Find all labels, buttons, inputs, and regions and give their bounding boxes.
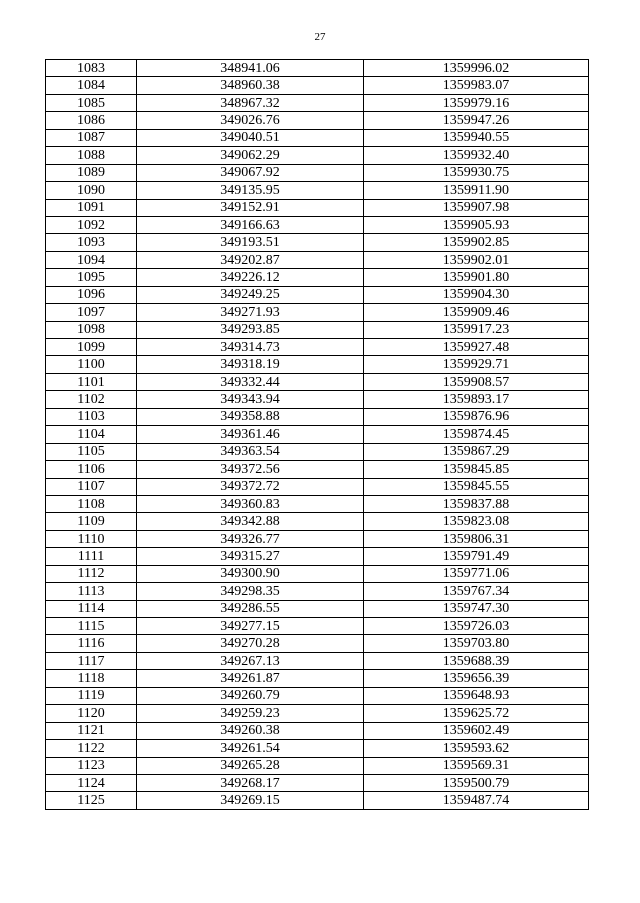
point-number-cell: 1106 xyxy=(46,461,137,478)
point-number-cell: 1098 xyxy=(46,321,137,338)
point-number-cell: 1111 xyxy=(46,548,137,565)
table-row xyxy=(46,251,589,268)
y-coordinate-cell: 1359929.71 xyxy=(364,356,589,373)
table-row xyxy=(46,373,589,390)
x-coordinate-cell: 349343.94 xyxy=(137,391,364,408)
y-coordinate-cell: 1359932.40 xyxy=(364,147,589,164)
table-row xyxy=(46,478,589,495)
point-number-cell: 1103 xyxy=(46,408,137,425)
table-row xyxy=(46,443,589,460)
x-coordinate-cell: 349135.95 xyxy=(137,182,364,199)
table-row xyxy=(46,234,589,251)
x-coordinate-cell: 349261.54 xyxy=(137,740,364,757)
point-number-cell: 1117 xyxy=(46,652,137,669)
x-coordinate-cell: 349040.51 xyxy=(137,129,364,146)
x-coordinate-cell: 349268.17 xyxy=(137,774,364,791)
point-number-cell: 1097 xyxy=(46,304,137,321)
point-number-cell: 1099 xyxy=(46,339,137,356)
table-row xyxy=(46,600,589,617)
y-coordinate-cell: 1359979.16 xyxy=(364,94,589,111)
x-coordinate-cell: 349314.73 xyxy=(137,339,364,356)
table-row xyxy=(46,339,589,356)
point-number-cell: 1096 xyxy=(46,286,137,303)
point-number-cell: 1113 xyxy=(46,583,137,600)
y-coordinate-cell: 1359940.55 xyxy=(364,129,589,146)
table-row xyxy=(46,94,589,111)
point-number-cell: 1122 xyxy=(46,740,137,757)
table-row xyxy=(46,182,589,199)
point-number-cell: 1085 xyxy=(46,94,137,111)
y-coordinate-cell: 1359767.34 xyxy=(364,583,589,600)
table-row xyxy=(46,670,589,687)
x-coordinate-cell: 349062.29 xyxy=(137,147,364,164)
y-coordinate-cell: 1359909.46 xyxy=(364,304,589,321)
x-coordinate-cell: 349293.85 xyxy=(137,321,364,338)
point-number-cell: 1088 xyxy=(46,147,137,164)
x-coordinate-cell: 349026.76 xyxy=(137,112,364,129)
page-number: 27 xyxy=(314,31,326,43)
y-coordinate-cell: 1359902.01 xyxy=(364,251,589,268)
y-coordinate-cell: 1359625.72 xyxy=(364,705,589,722)
x-coordinate-cell: 349277.15 xyxy=(137,618,364,635)
table-row xyxy=(46,461,589,478)
y-coordinate-cell: 1359747.30 xyxy=(364,600,589,617)
table-row xyxy=(46,792,589,809)
x-coordinate-cell: 349332.44 xyxy=(137,373,364,390)
x-coordinate-cell: 349265.28 xyxy=(137,757,364,774)
point-number-cell: 1124 xyxy=(46,774,137,791)
x-coordinate-cell: 349270.28 xyxy=(137,635,364,652)
y-coordinate-cell: 1359845.85 xyxy=(364,461,589,478)
y-coordinate-cell: 1359901.80 xyxy=(364,269,589,286)
point-number-cell: 1119 xyxy=(46,687,137,704)
point-number-cell: 1125 xyxy=(46,792,137,809)
x-coordinate-cell: 349202.87 xyxy=(137,251,364,268)
table-row xyxy=(46,618,589,635)
x-coordinate-cell: 349067.92 xyxy=(137,164,364,181)
x-coordinate-cell: 349166.63 xyxy=(137,216,364,233)
y-coordinate-cell: 1359874.45 xyxy=(364,426,589,443)
y-coordinate-cell: 1359806.31 xyxy=(364,530,589,547)
x-coordinate-cell: 348960.38 xyxy=(137,77,364,94)
y-coordinate-cell: 1359904.30 xyxy=(364,286,589,303)
point-number-cell: 1093 xyxy=(46,234,137,251)
x-coordinate-cell: 349342.88 xyxy=(137,513,364,530)
table-row xyxy=(46,635,589,652)
table-row xyxy=(46,129,589,146)
table-row xyxy=(46,321,589,338)
x-coordinate-cell: 349269.15 xyxy=(137,792,364,809)
x-coordinate-cell: 349286.55 xyxy=(137,600,364,617)
table-row xyxy=(46,269,589,286)
y-coordinate-cell: 1359648.93 xyxy=(364,687,589,704)
x-coordinate-cell: 348967.32 xyxy=(137,94,364,111)
y-coordinate-cell: 1359983.07 xyxy=(364,77,589,94)
y-coordinate-cell: 1359837.88 xyxy=(364,495,589,512)
y-coordinate-cell: 1359911.90 xyxy=(364,182,589,199)
point-number-cell: 1108 xyxy=(46,495,137,512)
table-row xyxy=(46,565,589,582)
x-coordinate-cell: 349260.79 xyxy=(137,687,364,704)
y-coordinate-cell: 1359569.31 xyxy=(364,757,589,774)
x-coordinate-cell: 349260.38 xyxy=(137,722,364,739)
y-coordinate-cell: 1359771.06 xyxy=(364,565,589,582)
table-row xyxy=(46,705,589,722)
point-number-cell: 1115 xyxy=(46,618,137,635)
point-number-cell: 1116 xyxy=(46,635,137,652)
x-coordinate-cell: 349360.83 xyxy=(137,495,364,512)
point-number-cell: 1083 xyxy=(46,60,137,77)
x-coordinate-cell: 349358.88 xyxy=(137,408,364,425)
table-row xyxy=(46,774,589,791)
coordinates-table xyxy=(45,59,589,810)
x-coordinate-cell: 349271.93 xyxy=(137,304,364,321)
point-number-cell: 1110 xyxy=(46,530,137,547)
coordinates-table-body xyxy=(46,60,589,810)
point-number-cell: 1107 xyxy=(46,478,137,495)
point-number-cell: 1086 xyxy=(46,112,137,129)
y-coordinate-cell: 1359893.17 xyxy=(364,391,589,408)
x-coordinate-cell: 349267.13 xyxy=(137,652,364,669)
y-coordinate-cell: 1359867.29 xyxy=(364,443,589,460)
y-coordinate-cell: 1359947.26 xyxy=(364,112,589,129)
table-row xyxy=(46,583,589,600)
point-number-cell: 1090 xyxy=(46,182,137,199)
table-row xyxy=(46,495,589,512)
x-coordinate-cell: 349298.35 xyxy=(137,583,364,600)
table-row xyxy=(46,304,589,321)
x-coordinate-cell: 349259.23 xyxy=(137,705,364,722)
table-row xyxy=(46,286,589,303)
point-number-cell: 1092 xyxy=(46,216,137,233)
y-coordinate-cell: 1359930.75 xyxy=(364,164,589,181)
y-coordinate-cell: 1359823.08 xyxy=(364,513,589,530)
x-coordinate-cell: 349249.25 xyxy=(137,286,364,303)
y-coordinate-cell: 1359656.39 xyxy=(364,670,589,687)
table-row xyxy=(46,391,589,408)
table-row xyxy=(46,548,589,565)
point-number-cell: 1095 xyxy=(46,269,137,286)
y-coordinate-cell: 1359500.79 xyxy=(364,774,589,791)
point-number-cell: 1112 xyxy=(46,565,137,582)
point-number-cell: 1123 xyxy=(46,757,137,774)
point-number-cell: 1118 xyxy=(46,670,137,687)
point-number-cell: 1121 xyxy=(46,722,137,739)
point-number-cell: 1101 xyxy=(46,373,137,390)
y-coordinate-cell: 1359908.57 xyxy=(364,373,589,390)
table-row xyxy=(46,757,589,774)
table-row xyxy=(46,199,589,216)
table-row xyxy=(46,652,589,669)
x-coordinate-cell: 349363.54 xyxy=(137,443,364,460)
table-row xyxy=(46,77,589,94)
point-number-cell: 1084 xyxy=(46,77,137,94)
y-coordinate-cell: 1359927.48 xyxy=(364,339,589,356)
table-row xyxy=(46,740,589,757)
point-number-cell: 1120 xyxy=(46,705,137,722)
point-number-cell: 1104 xyxy=(46,426,137,443)
point-number-cell: 1105 xyxy=(46,443,137,460)
x-coordinate-cell: 349193.51 xyxy=(137,234,364,251)
x-coordinate-cell: 349152.91 xyxy=(137,199,364,216)
y-coordinate-cell: 1359726.03 xyxy=(364,618,589,635)
y-coordinate-cell: 1359703.80 xyxy=(364,635,589,652)
y-coordinate-cell: 1359917.23 xyxy=(364,321,589,338)
y-coordinate-cell: 1359902.85 xyxy=(364,234,589,251)
table-row xyxy=(46,112,589,129)
x-coordinate-cell: 349226.12 xyxy=(137,269,364,286)
table-row xyxy=(46,356,589,373)
x-coordinate-cell: 349261.87 xyxy=(137,670,364,687)
point-number-cell: 1094 xyxy=(46,251,137,268)
table-row xyxy=(46,147,589,164)
x-coordinate-cell: 349318.19 xyxy=(137,356,364,373)
y-coordinate-cell: 1359593.62 xyxy=(364,740,589,757)
x-coordinate-cell: 349300.90 xyxy=(137,565,364,582)
y-coordinate-cell: 1359996.02 xyxy=(364,60,589,77)
x-coordinate-cell: 348941.06 xyxy=(137,60,364,77)
x-coordinate-cell: 349315.27 xyxy=(137,548,364,565)
table-row xyxy=(46,164,589,181)
point-number-cell: 1100 xyxy=(46,356,137,373)
point-number-cell: 1109 xyxy=(46,513,137,530)
table-row xyxy=(46,530,589,547)
table-row xyxy=(46,408,589,425)
table-row xyxy=(46,687,589,704)
y-coordinate-cell: 1359876.96 xyxy=(364,408,589,425)
table-row xyxy=(46,60,589,77)
x-coordinate-cell: 349372.56 xyxy=(137,461,364,478)
y-coordinate-cell: 1359845.55 xyxy=(364,478,589,495)
y-coordinate-cell: 1359602.49 xyxy=(364,722,589,739)
y-coordinate-cell: 1359487.74 xyxy=(364,792,589,809)
x-coordinate-cell: 349361.46 xyxy=(137,426,364,443)
point-number-cell: 1114 xyxy=(46,600,137,617)
table-row xyxy=(46,722,589,739)
point-number-cell: 1087 xyxy=(46,129,137,146)
x-coordinate-cell: 349372.72 xyxy=(137,478,364,495)
table-row xyxy=(46,426,589,443)
y-coordinate-cell: 1359907.98 xyxy=(364,199,589,216)
point-number-cell: 1089 xyxy=(46,164,137,181)
table-row xyxy=(46,216,589,233)
x-coordinate-cell: 349326.77 xyxy=(137,530,364,547)
y-coordinate-cell: 1359905.93 xyxy=(364,216,589,233)
point-number-cell: 1091 xyxy=(46,199,137,216)
y-coordinate-cell: 1359791.49 xyxy=(364,548,589,565)
point-number-cell: 1102 xyxy=(46,391,137,408)
y-coordinate-cell: 1359688.39 xyxy=(364,652,589,669)
table-row xyxy=(46,513,589,530)
